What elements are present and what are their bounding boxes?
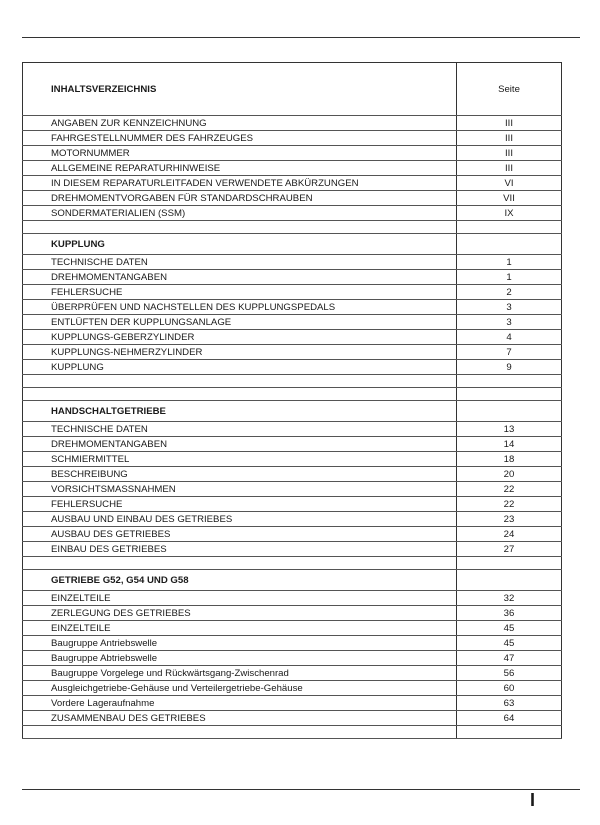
entry-page: 3 bbox=[457, 300, 562, 315]
entry-label bbox=[23, 726, 457, 739]
entry-label: KUPPLUNGS-NEHMERZYLINDER bbox=[23, 345, 457, 360]
entry-label bbox=[23, 388, 457, 401]
toc-blank-row bbox=[23, 557, 562, 570]
entry-page: IX bbox=[457, 206, 562, 221]
entry-page: III bbox=[457, 161, 562, 176]
entry-page: 1 bbox=[457, 270, 562, 285]
toc-entry-row bbox=[23, 696, 562, 711]
entry-label: FEHLERSUCHE bbox=[23, 285, 457, 300]
entry-label bbox=[23, 557, 457, 570]
toc-section-row bbox=[23, 401, 562, 422]
entry-page: III bbox=[457, 131, 562, 146]
section-heading: KUPPLUNG bbox=[23, 234, 457, 255]
top-rule bbox=[22, 37, 580, 38]
toc-entry-row bbox=[23, 497, 562, 512]
entry-label: SCHMIERMITTEL bbox=[23, 452, 457, 467]
entry-label: MOTORNUMMER bbox=[23, 146, 457, 161]
entry-label bbox=[23, 221, 457, 234]
entry-page bbox=[457, 375, 562, 388]
entry-label: ALLGEMEINE REPARATURHINWEISE bbox=[23, 161, 457, 176]
entry-label: DREHMOMENTANGABEN bbox=[23, 437, 457, 452]
entry-label: DREHMOMENTANGABEN bbox=[23, 270, 457, 285]
entry-label: EINZELTEILE bbox=[23, 591, 457, 606]
entry-page: 27 bbox=[457, 542, 562, 557]
entry-page: 63 bbox=[457, 696, 562, 711]
entry-label: Baugruppe Vorgelege und Rückwärtsgang-Zwischenrad bbox=[23, 666, 457, 681]
entry-label: Baugruppe Antriebswelle bbox=[23, 636, 457, 651]
toc-entry-row bbox=[23, 542, 562, 557]
toc-entry-row bbox=[23, 330, 562, 345]
toc-blank-row bbox=[23, 388, 562, 401]
section-heading: GETRIEBE G52, G54 UND G58 bbox=[23, 570, 457, 591]
toc-header-row bbox=[23, 63, 562, 116]
entry-page: 3 bbox=[457, 315, 562, 330]
toc-blank-row bbox=[23, 221, 562, 234]
toc-entry-row bbox=[23, 591, 562, 606]
toc-entry-row bbox=[23, 606, 562, 621]
toc-entry-row bbox=[23, 161, 562, 176]
toc-entry-row bbox=[23, 206, 562, 221]
entry-page: VII bbox=[457, 191, 562, 206]
entry-label: KUPPLUNGS-GEBERZYLINDER bbox=[23, 330, 457, 345]
section-heading: HANDSCHALTGETRIEBE bbox=[23, 401, 457, 422]
entry-label: ENTLÜFTEN DER KUPPLUNGSANLAGE bbox=[23, 315, 457, 330]
toc-entry-row bbox=[23, 666, 562, 681]
toc-entry-row bbox=[23, 191, 562, 206]
toc-entry-row bbox=[23, 621, 562, 636]
toc-entry-row bbox=[23, 452, 562, 467]
entry-label: KUPPLUNG bbox=[23, 360, 457, 375]
bottom-rule bbox=[22, 789, 580, 790]
toc-entry-row bbox=[23, 482, 562, 497]
entry-label: ANGABEN ZUR KENNZEICHNUNG bbox=[23, 116, 457, 131]
entry-label: FEHLERSUCHE bbox=[23, 497, 457, 512]
toc-entry-row bbox=[23, 360, 562, 375]
entry-label: ZERLEGUNG DES GETRIEBES bbox=[23, 606, 457, 621]
toc-entry-row bbox=[23, 300, 562, 315]
toc-blank-row bbox=[23, 726, 562, 739]
entry-page: 18 bbox=[457, 452, 562, 467]
entry-page: 23 bbox=[457, 512, 562, 527]
entry-label: ÜBERPRÜFEN UND NACHSTELLEN DES KUPPLUNGSPEDALS bbox=[23, 300, 457, 315]
entry-label bbox=[23, 375, 457, 388]
entry-label: BESCHREIBUNG bbox=[23, 467, 457, 482]
entry-page: 7 bbox=[457, 345, 562, 360]
entry-page: 32 bbox=[457, 591, 562, 606]
toc-entry-row bbox=[23, 255, 562, 270]
page-number: I bbox=[530, 790, 536, 810]
toc-entry-row bbox=[23, 422, 562, 437]
entry-label: AUSBAU UND EINBAU DES GETRIEBES bbox=[23, 512, 457, 527]
entry-page: III bbox=[457, 146, 562, 161]
entry-label: Vordere Lageraufnahme bbox=[23, 696, 457, 711]
entry-page: 64 bbox=[457, 711, 562, 726]
entry-page bbox=[457, 726, 562, 739]
entry-page: 60 bbox=[457, 681, 562, 696]
entry-page: 45 bbox=[457, 636, 562, 651]
entry-label: EINBAU DES GETRIEBES bbox=[23, 542, 457, 557]
entry-page: 22 bbox=[457, 482, 562, 497]
entry-page: 20 bbox=[457, 467, 562, 482]
toc-entry-row bbox=[23, 512, 562, 527]
entry-label: Ausgleichgetriebe-Gehäuse und Verteilergetriebe-Gehäuse bbox=[23, 681, 457, 696]
entry-page: 45 bbox=[457, 621, 562, 636]
entry-page bbox=[457, 388, 562, 401]
entry-page bbox=[457, 557, 562, 570]
toc-section-row bbox=[23, 234, 562, 255]
entry-page: 2 bbox=[457, 285, 562, 300]
entry-label: EINZELTEILE bbox=[23, 621, 457, 636]
entry-page: 4 bbox=[457, 330, 562, 345]
toc-title: INHALTSVERZEICHNIS bbox=[23, 63, 457, 116]
entry-label: DREHMOMENTVORGABEN FÜR STANDARDSCHRAUBEN bbox=[23, 191, 457, 206]
entry-page: VI bbox=[457, 176, 562, 191]
toc-entry-row bbox=[23, 116, 562, 131]
entry-label: SONDERMATERIALIEN (SSM) bbox=[23, 206, 457, 221]
entry-page: 36 bbox=[457, 606, 562, 621]
toc-entry-row bbox=[23, 651, 562, 666]
entry-label: AUSBAU DES GETRIEBES bbox=[23, 527, 457, 542]
entry-page: 47 bbox=[457, 651, 562, 666]
toc-entry-row bbox=[23, 270, 562, 285]
toc-section-row bbox=[23, 570, 562, 591]
entry-label: VORSICHTSMASSNAHMEN bbox=[23, 482, 457, 497]
entry-label: TECHNISCHE DATEN bbox=[23, 255, 457, 270]
toc-entry-row bbox=[23, 711, 562, 726]
entry-page: 9 bbox=[457, 360, 562, 375]
toc-entry-row bbox=[23, 345, 562, 360]
toc-entry-row bbox=[23, 315, 562, 330]
toc-entry-row bbox=[23, 681, 562, 696]
page-column-header: Seite bbox=[457, 63, 562, 116]
entry-label: Baugruppe Abtriebswelle bbox=[23, 651, 457, 666]
entry-label: FAHRGESTELLNUMMER DES FAHRZEUGES bbox=[23, 131, 457, 146]
toc-entry-row bbox=[23, 636, 562, 651]
entry-page: 56 bbox=[457, 666, 562, 681]
toc-entry-row bbox=[23, 527, 562, 542]
entry-page bbox=[457, 570, 562, 591]
toc-blank-row bbox=[23, 375, 562, 388]
entry-page bbox=[457, 221, 562, 234]
entry-page: 1 bbox=[457, 255, 562, 270]
toc-entry-row bbox=[23, 437, 562, 452]
entry-label: IN DIESEM REPARATURLEITFADEN VERWENDETE ABKÜRZUNGEN bbox=[23, 176, 457, 191]
entry-page: 14 bbox=[457, 437, 562, 452]
entry-page bbox=[457, 401, 562, 422]
entry-page: 22 bbox=[457, 497, 562, 512]
toc-entry-row bbox=[23, 285, 562, 300]
toc-entry-row bbox=[23, 131, 562, 146]
toc-entry-row bbox=[23, 146, 562, 161]
entry-label: ZUSAMMENBAU DES GETRIEBES bbox=[23, 711, 457, 726]
entry-label: TECHNISCHE DATEN bbox=[23, 422, 457, 437]
table-of-contents bbox=[22, 62, 562, 739]
toc-entry-row bbox=[23, 176, 562, 191]
entry-page: III bbox=[457, 116, 562, 131]
entry-page: 13 bbox=[457, 422, 562, 437]
entry-page bbox=[457, 234, 562, 255]
toc-entry-row bbox=[23, 467, 562, 482]
entry-page: 24 bbox=[457, 527, 562, 542]
